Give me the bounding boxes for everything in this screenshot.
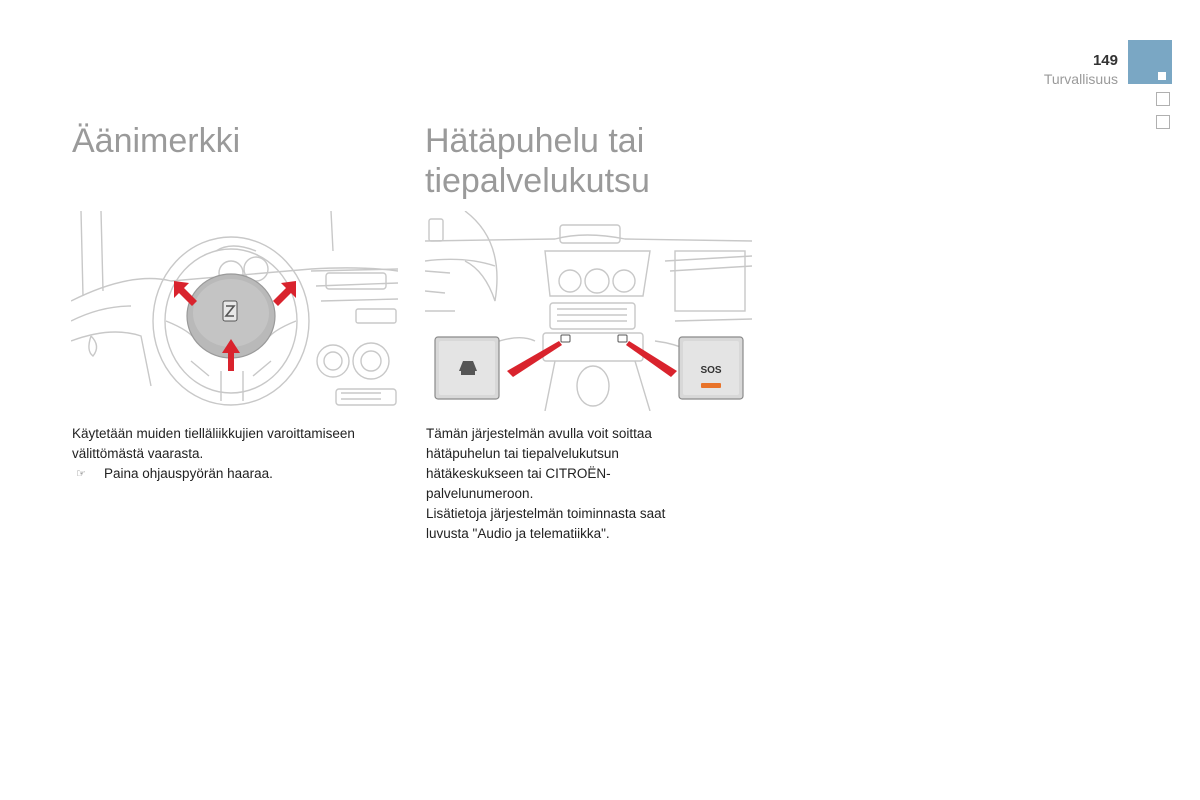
horn-instruction [72, 464, 412, 484]
emergency-line-1: Tämän järjestelmän avulla voit soittaa [426, 426, 652, 441]
sos-label: SOS [700, 365, 722, 376]
section-name: Turvallisuus [1043, 71, 1118, 87]
console-drawing [425, 211, 752, 411]
page-number: 149 [1092, 52, 1118, 69]
chapter-tab-box [1156, 115, 1170, 129]
steering-wheel-illustration [71, 211, 398, 411]
horn-paragraph: Käytetään muiden tielläliikkujien varoittamiseen välittömästä vaarasta. [72, 426, 355, 461]
emergency-line-5: Lisätietoja järjestelmän toiminnasta saat [426, 506, 666, 521]
sos-indicator-icon [701, 383, 721, 388]
emergency-line-4: palvelunumeroon. [426, 486, 534, 501]
steering-wheel-drawing [71, 211, 398, 411]
emergency-line-2: hätäpuhelun tai tiepalvelukutsun [426, 446, 619, 461]
emergency-description [426, 424, 746, 544]
chapter-tab-active [1128, 40, 1172, 84]
tab-indicator-icon [1158, 72, 1166, 80]
emergency-line-3: hätäkeskukseen tai CITROËN- [426, 466, 611, 481]
emergency-call-section-title [425, 121, 650, 201]
chapter-tab-box [1156, 92, 1170, 106]
emergency-title-line2: tiepalvelukutsu [425, 162, 650, 200]
pointing-hand-icon: ☞ [76, 468, 86, 480]
horn-description [72, 424, 412, 484]
emergency-title-line1: Hätäpuhelu tai [425, 122, 645, 160]
console-buttons-illustration [425, 211, 752, 411]
emergency-line-6: luvusta "Audio ja telematiikka". [426, 526, 610, 541]
horn-section-title: Äänimerkki [72, 122, 241, 160]
horn-instruction-text: Paina ohjauspyörän haaraa. [104, 466, 273, 481]
